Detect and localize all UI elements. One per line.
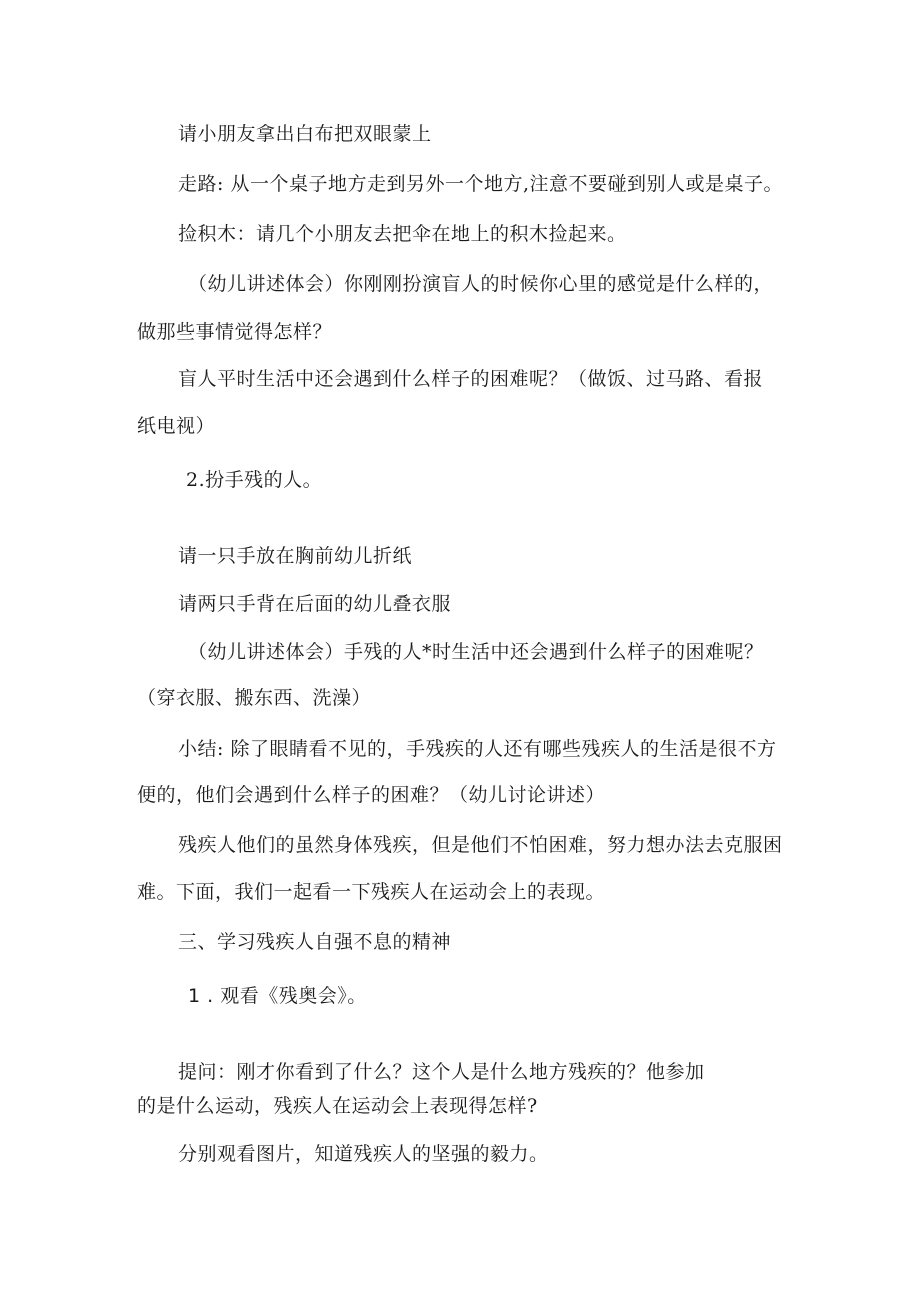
numbered-item-1: 1 . 观看《残奥会》。 [188, 985, 367, 1007]
paragraph-line-12: （穿衣服、搬东西、洗澡） [137, 687, 372, 709]
paragraph-line-21: 分别观看图片，知道残疾人的坚强的毅力。 [178, 1143, 549, 1165]
paragraph-line-4: （幼儿讲述体会）你刚刚扮演盲人的时候你心里的感觉是什么样的， [188, 273, 774, 295]
paragraph-line-13: 小结: 除了眼睛看不见的，手残疾的人还有哪些残疾人的生活是很不方 [178, 738, 777, 760]
paragraph-line-3: 捡积木：请几个小朋友去把伞在地上的积木捡起来。 [178, 223, 627, 245]
paragraph-line-14: 便的，他们会遇到什么样子的困难？（幼儿讨论讲述） [137, 784, 606, 806]
paragraph-line-10: 请两只手背在后面的幼儿叠衣服 [178, 593, 452, 615]
paragraph-line-2: 走路: 从一个桌子地方走到另外一个地方,注意不要碰到别人或是桌子。 [178, 173, 783, 195]
paragraph-line-19: 提问：刚才你看到了什么？这个人是什么地方残疾的？他参加 [178, 1061, 705, 1083]
paragraph-line-11: （幼儿讲述体会）手残的人*时生活中还会遇到什么样子的困难呢？ [188, 641, 764, 663]
section-heading-3: 三、学习残疾人自强不息的精神 [178, 931, 452, 953]
paragraph-line-1: 请小朋友拿出白布把双眼蒙上 [178, 123, 432, 145]
section-heading-2: 2.扮手残的人。 [186, 469, 323, 491]
paragraph-line-20: 的是什么运动，残疾人在运动会上表现得怎样? [137, 1095, 538, 1117]
paragraph-line-15: 残疾人他们的虽然身体残疾，但是他们不怕困难，努力想办法去克服困 [178, 834, 783, 856]
paragraph-line-9: 请一只手放在胸前幼儿折纸 [178, 545, 413, 567]
paragraph-line-7: 纸电视） [137, 415, 216, 437]
paragraph-line-16: 难。下面，我们一起看一下残疾人在运动会上的表现。 [137, 881, 606, 903]
paragraph-line-6: 盲人平时生活中还会遇到什么样子的困难呢？（做饭、过马路、看报 [178, 368, 764, 390]
paragraph-line-5: 做那些事情觉得怎样？ [137, 321, 333, 343]
